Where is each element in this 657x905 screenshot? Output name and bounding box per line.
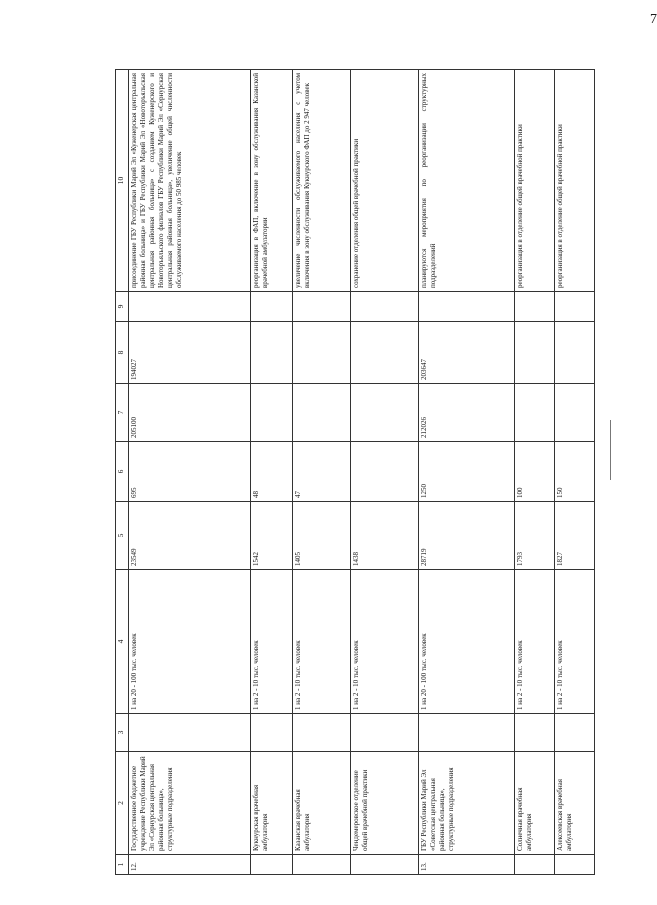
- row-number: [351, 855, 419, 875]
- value-cell: [251, 322, 293, 384]
- value-cell: 1250: [419, 442, 515, 502]
- table-row: [419, 70, 515, 875]
- organization-cell: Государственное бюджетное учреждение Республики Марий Эл «Сернурская центральная районная больница», структурные подразделения: [129, 752, 251, 855]
- col-header: 6: [116, 442, 129, 502]
- col-header: 7: [116, 384, 129, 442]
- value-cell: 203647: [419, 322, 515, 384]
- cell: [293, 292, 351, 322]
- value-cell: 1827: [555, 502, 595, 570]
- value-cell: 1438: [351, 502, 419, 570]
- value-cell: [293, 384, 351, 442]
- value-cell: 205100: [129, 384, 251, 442]
- population-norm-cell: 1 на 2 - 10 тыс. человек: [351, 570, 419, 714]
- value-cell: [351, 322, 419, 384]
- col-header: 3: [116, 714, 129, 752]
- organization-cell: Казанская врачебная амбулатория: [293, 752, 351, 855]
- cell: [251, 714, 293, 752]
- cell: [351, 292, 419, 322]
- cell: [251, 292, 293, 322]
- population-norm-cell: 1 на 20 - 100 тыс. человек: [419, 570, 515, 714]
- healthcare-table: [115, 69, 595, 875]
- table-row: [515, 70, 555, 875]
- page-number: 7: [650, 12, 657, 27]
- value-cell: 47: [293, 442, 351, 502]
- population-norm-cell: 1 на 2 - 10 тыс. человек: [251, 570, 293, 714]
- organization-cell: Кукнурская врачебная амбулатория: [251, 752, 293, 855]
- value-cell: 1793: [515, 502, 555, 570]
- population-norm-cell: 1 на 2 - 10 тыс. человек: [293, 570, 351, 714]
- note-cell: планируются мероприятия по реорганизации структурных подразделений: [419, 70, 515, 292]
- value-cell: 212026: [419, 384, 515, 442]
- value-cell: [351, 442, 419, 502]
- cell: [555, 714, 595, 752]
- cell: [555, 292, 595, 322]
- cell: [515, 292, 555, 322]
- value-cell: 695: [129, 442, 251, 502]
- table-row: [351, 70, 419, 875]
- value-cell: [515, 384, 555, 442]
- row-number: [555, 855, 595, 875]
- rotated-page: [115, 70, 635, 875]
- table-row: [251, 70, 293, 875]
- value-cell: 48: [251, 442, 293, 502]
- cell: [515, 714, 555, 752]
- cell: [129, 714, 251, 752]
- col-header: 4: [116, 570, 129, 714]
- value-cell: [351, 384, 419, 442]
- header-row: [116, 70, 129, 875]
- row-number: 13.: [419, 855, 515, 875]
- organization-cell: ГБУ Республики Марий Эл «Советская центральная районная больница», структурные подразделения: [419, 752, 515, 855]
- note-cell: реорганизация в отделение общей врачебной практики: [515, 70, 555, 292]
- col-header: 8: [116, 322, 129, 384]
- population-norm-cell: 1 на 20 - 100 тыс. человек: [129, 570, 251, 714]
- row-number: 12.: [129, 855, 251, 875]
- note-cell: присоединение ГБУ Республики Марий Эл «Куженерская центральная районная больница» и ГБУ Республики Марий Эл «Новоторъяльская центральная районная больница» с созданием Куженерского и Новоторъяльского филиалов ГБУ Республики Марий Эл «Сернурская центральная районная больница», увеличение общей численности обслуживаемого населения до 50 985 человек: [129, 70, 251, 292]
- row-number: [293, 855, 351, 875]
- cell: [293, 714, 351, 752]
- value-cell: [515, 322, 555, 384]
- value-cell: 28719: [419, 502, 515, 570]
- note-cell: сохранение отделения общей врачебной практики: [351, 70, 419, 292]
- organization-cell: Чендемеровское отделение общей врачебной практики: [351, 752, 419, 855]
- value-cell: [293, 322, 351, 384]
- note-cell: реорганизация в ФАП, включение в зону обслуживания Казанской врачебной амбулатории: [251, 70, 293, 292]
- value-cell: [555, 322, 595, 384]
- col-header: 10: [116, 70, 129, 292]
- note-cell: реорганизация в отделение общей врачебной практики: [555, 70, 595, 292]
- population-norm-cell: 1 на 2 - 10 тыс. человек: [515, 570, 555, 714]
- value-cell: 1542: [251, 502, 293, 570]
- organization-cell: Солнечная врачебная амбулатория: [515, 752, 555, 855]
- value-cell: [251, 384, 293, 442]
- value-cell: 150: [555, 442, 595, 502]
- table-row: [129, 70, 251, 875]
- cell: [419, 292, 515, 322]
- value-cell: 1405: [293, 502, 351, 570]
- value-cell: 100: [515, 442, 555, 502]
- cell: [129, 292, 251, 322]
- value-cell: 23549: [129, 502, 251, 570]
- row-number: [251, 855, 293, 875]
- cell: [351, 714, 419, 752]
- table-row: [293, 70, 351, 875]
- col-header: 1: [116, 855, 129, 875]
- table-row: [555, 70, 595, 875]
- note-cell: увеличение численности обслуживаемого населения с учетом включения в зону обслуживания Кукнурского ФАП до 2 947 человек: [293, 70, 351, 292]
- organization-cell: Алексеевская врачебная амбулатория: [555, 752, 595, 855]
- population-norm-cell: 1 на 2 - 10 тыс. человек: [555, 570, 595, 714]
- col-header: 2: [116, 752, 129, 855]
- col-header: 5: [116, 502, 129, 570]
- cell: [419, 714, 515, 752]
- value-cell: [555, 384, 595, 442]
- value-cell: 194027: [129, 322, 251, 384]
- row-number: [515, 855, 555, 875]
- col-header: 9: [116, 292, 129, 322]
